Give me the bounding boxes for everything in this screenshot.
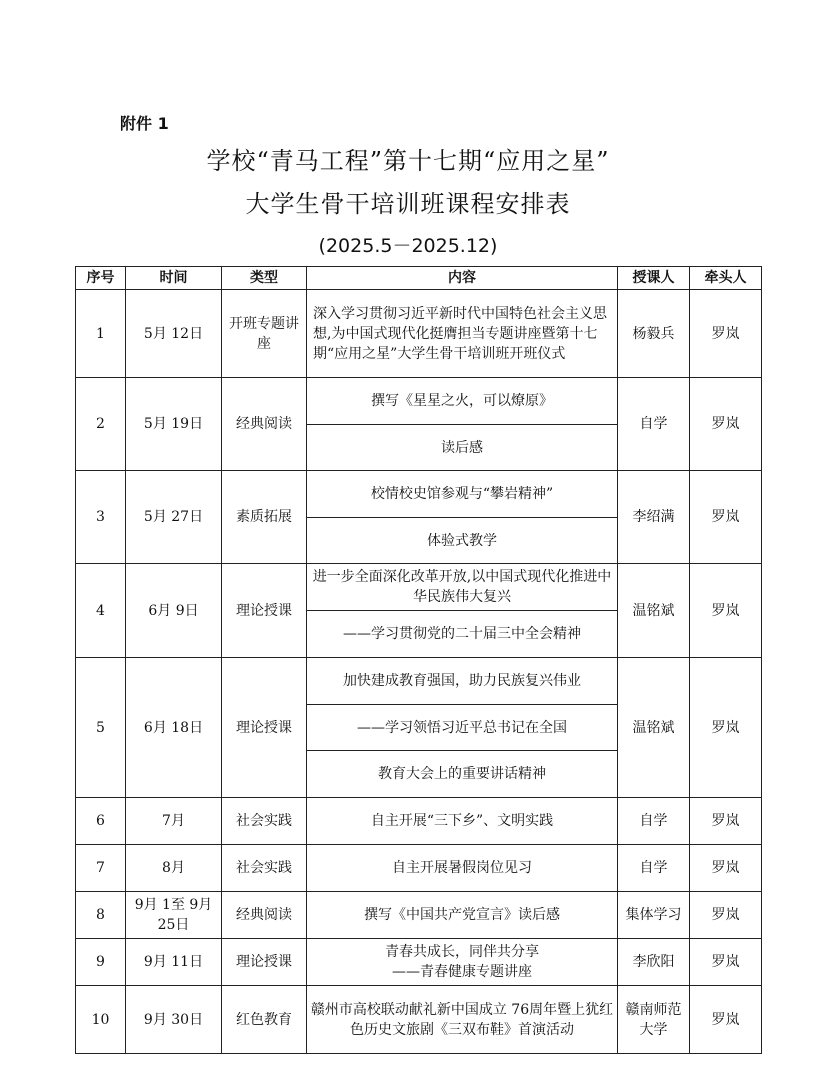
row-lead: 罗岚 [690,564,762,658]
row-number: 2 [76,378,126,471]
row-content: ——学习领悟习近平总书记在全国 [307,705,618,751]
row-lecturer: 集体学习 [618,892,690,939]
row-lead: 罗岚 [690,845,762,892]
table-row [76,892,762,939]
row-time: 7月 [126,798,222,845]
table-row [76,939,762,986]
row-time: 8月 [126,845,222,892]
row-time: 9月 30日 [126,986,222,1054]
row-number: 9 [76,939,126,986]
row-lead: 罗岚 [690,658,762,798]
row-lecturer: 自学 [618,845,690,892]
table-header-row [76,267,762,290]
row-lead: 罗岚 [690,892,762,939]
header-lead: 牵头人 [690,267,762,290]
row-lecturer: 温铭斌 [618,658,690,798]
row-content: 校情校史馆参观与“攀岩精神” [307,471,618,518]
row-lead: 罗岚 [690,378,762,471]
row-time: 5月 19日 [126,378,222,471]
row-type: 红色教育 [222,986,307,1054]
document-title-line1: 学校“青马工程”第十七期“应用之星” [206,147,610,175]
row-content: 体验式教学 [307,518,618,564]
row-number: 4 [76,564,126,658]
table-row [76,378,762,425]
row-time: 9月 11日 [126,939,222,986]
header-time: 时间 [126,267,222,290]
row-lecturer: 温铭斌 [618,564,690,658]
row-lecturer: 自学 [618,378,690,471]
row-number: 5 [76,658,126,798]
row-type: 社会实践 [222,845,307,892]
row-number: 1 [76,290,126,378]
row-lead: 罗岚 [690,986,762,1054]
row-content: 进一步全面深化改革开放,以中国式现代化推进中华民族伟大复兴 [307,564,618,611]
row-number: 8 [76,892,126,939]
row-content: 撰写《星星之火，可以燎原》 [307,378,618,425]
row-time: 6月 9日 [126,564,222,658]
table-row [76,658,762,705]
header-no: 序号 [76,267,126,290]
row-content: 读后感 [307,425,618,471]
row-number: 10 [76,986,126,1054]
row-type: 开班专题讲座 [222,290,307,378]
row-type: 素质拓展 [222,471,307,564]
row-lead: 罗岚 [690,290,762,378]
row-type: 社会实践 [222,798,307,845]
row-lecturer: 自学 [618,798,690,845]
table-row [76,564,762,611]
row-content: 自主开展“三下乡”、文明实践 [307,798,618,845]
row-type: 理论授课 [222,939,307,986]
table-row [76,986,762,1054]
header-content: 内容 [307,267,618,290]
table-row [76,471,762,518]
row-lead: 罗岚 [690,798,762,845]
row-content: 撰写《中国共产党宣言》读后感 [307,892,618,939]
row-lead: 罗岚 [690,471,762,564]
row-number: 6 [76,798,126,845]
row-content: 赣州市高校联动献礼新中国成立 76周年暨上犹红色历史文旅剧《三双布鞋》首演活动 [307,986,618,1054]
document-title-line2: 大学生骨干培训班课程安排表 [245,190,571,218]
table-row [76,290,762,378]
schedule-period: (2025.5－2025.12) [318,235,498,257]
row-lead: 罗岚 [690,939,762,986]
row-type: 经典阅读 [222,378,307,471]
row-time: 5月 27日 [126,471,222,564]
table-row [76,845,762,892]
row-lecturer: 李欣阳 [618,939,690,986]
row-content: 深入学习贯彻习近平新时代中国特色社会主义思想,为中国式现代化挺膺担当专题讲座暨第十七期“应用之星”大学生骨干培训班开班仪式 [307,290,618,378]
row-time: 5月 12日 [126,290,222,378]
attachment-label: 附件 1 [120,114,169,133]
row-content: 自主开展暑假岗位见习 [307,845,618,892]
row-type: 经典阅读 [222,892,307,939]
row-lecturer: 杨毅兵 [618,290,690,378]
row-content: 青春共成长，同伴共分享 ——青春健康专题讲座 [307,939,618,986]
row-content: 教育大会上的重要讲话精神 [307,751,618,798]
row-content: ——学习贯彻党的二十届三中全会精神 [307,611,618,658]
row-time: 6月 18日 [126,658,222,798]
row-number: 7 [76,845,126,892]
row-type: 理论授课 [222,564,307,658]
row-type: 理论授课 [222,658,307,798]
row-content: 加快建成教育强国，助力民族复兴伟业 [307,658,618,705]
header-lecturer: 授课人 [618,267,690,290]
row-number: 3 [76,471,126,564]
row-lecturer: 赣南师范大学 [618,986,690,1054]
table-row [76,798,762,845]
course-schedule-table [75,266,762,1054]
row-lecturer: 李绍满 [618,471,690,564]
header-type: 类型 [222,267,307,290]
row-time: 9月 1至 9月 25日 [126,892,222,939]
